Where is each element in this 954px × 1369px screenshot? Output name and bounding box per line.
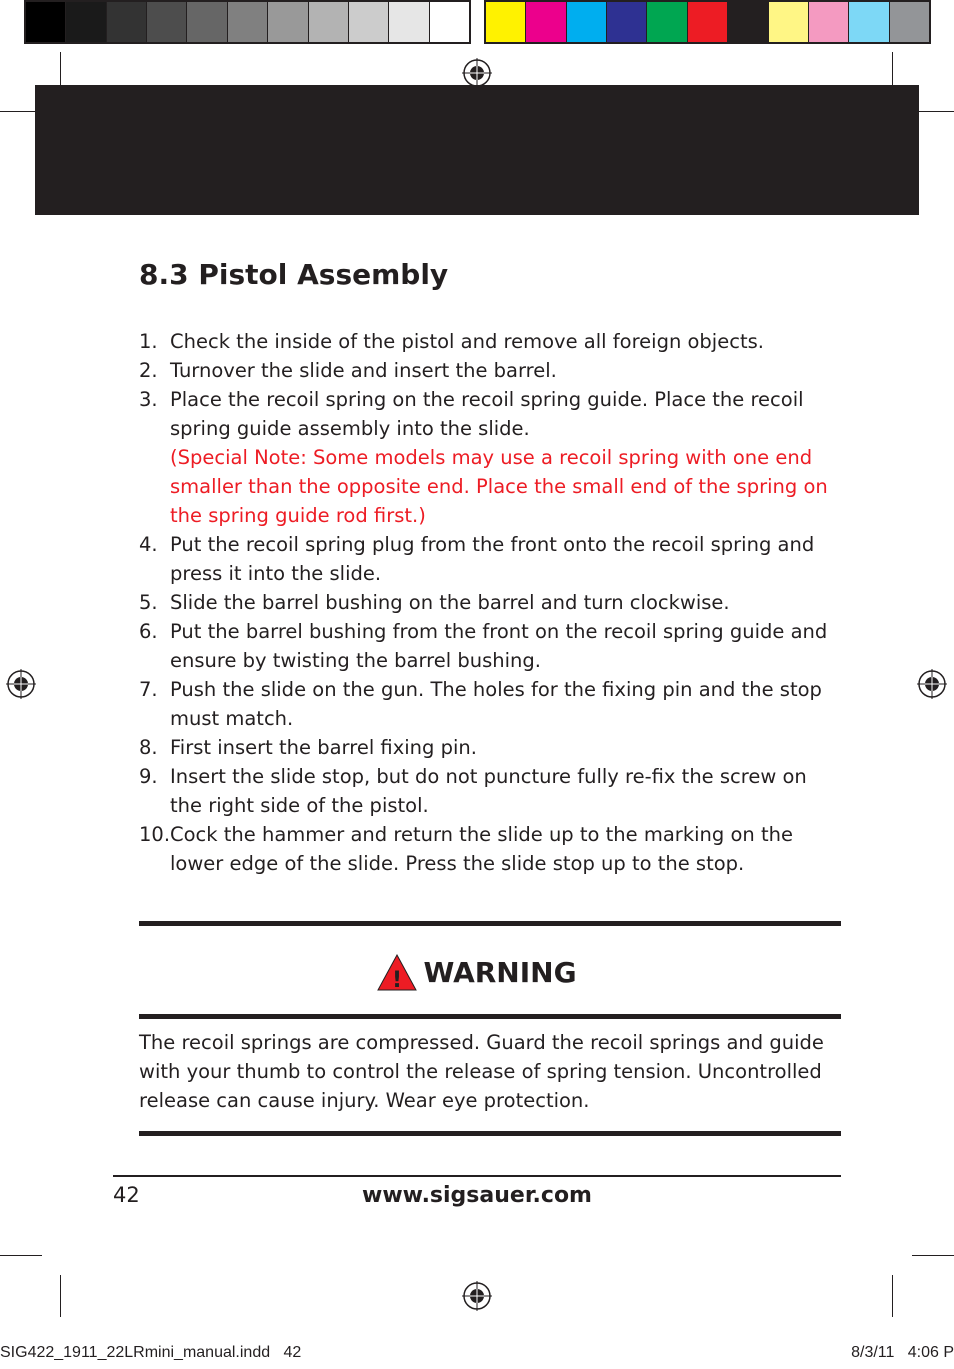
gray-swatch xyxy=(26,2,66,42)
slug-datetime: 8/3/11 4:06 P xyxy=(851,1344,954,1361)
step-text: Slide the barrel bushing on the barrel and turn clockwise. xyxy=(170,591,730,614)
gray-swatch xyxy=(430,2,469,42)
color-swatch xyxy=(607,2,647,42)
warning-middle-rule xyxy=(139,1014,841,1019)
gray-swatch xyxy=(309,2,349,42)
step-text: Put the barrel bushing from the front on the recoil spring guide and ensure by twisting the barrel bushing. xyxy=(170,620,828,672)
step-number: 4. xyxy=(139,533,158,556)
step-number: 3. xyxy=(139,388,158,411)
gray-swatch xyxy=(187,2,227,42)
color-swatch xyxy=(567,2,607,42)
registration-mark-icon xyxy=(6,669,36,699)
list-item xyxy=(139,530,841,588)
registration-mark-icon xyxy=(917,669,947,699)
list-item xyxy=(139,356,841,385)
color-swatch xyxy=(849,2,889,42)
step-text: Check the inside of the pistol and remove all foreign objects. xyxy=(170,330,764,353)
slug-filename: SIG422_1911_22LRmini_manual.indd 42 xyxy=(0,1344,302,1361)
warning-text: The recoil springs are compressed. Guard the recoil springs and guide with your thumb to control the release of spring tension. Uncontrolled release can cause injury. Wear eye protection. xyxy=(139,1031,824,1112)
color-swatch xyxy=(890,2,929,42)
step-number: 2. xyxy=(139,359,158,382)
step-text: Push the slide on the gun. The holes for the fixing pin and the stop must match. xyxy=(170,678,822,730)
step-text: Place the recoil spring on the recoil spring guide. Place the recoil spring guide assembly into the slide. xyxy=(170,388,804,440)
assembly-steps-list xyxy=(139,327,841,878)
step-text: Cock the hammer and return the slide up to the marking on the lower edge of the slide. Press the slide stop up to the stop. xyxy=(170,823,793,875)
gray-swatch xyxy=(107,2,147,42)
warning-top-rule xyxy=(139,921,841,926)
crop-mark xyxy=(912,1255,954,1256)
footer-url-link[interactable]: www.sigsauer.com xyxy=(362,1183,592,1208)
step-number: 10. xyxy=(139,823,171,846)
gray-swatch xyxy=(268,2,308,42)
page-number: 42 xyxy=(113,1183,140,1207)
grayscale-swatch-bar xyxy=(24,0,471,44)
warning-bottom-rule xyxy=(139,1131,841,1136)
color-swatch xyxy=(769,2,809,42)
list-item xyxy=(139,675,841,733)
list-item xyxy=(139,733,841,762)
gray-swatch xyxy=(389,2,429,42)
warning-icon-glyph: ! xyxy=(392,967,403,991)
list-item xyxy=(139,327,841,356)
step-number: 9. xyxy=(139,765,158,788)
gray-swatch xyxy=(66,2,106,42)
color-swatch xyxy=(647,2,687,42)
list-item xyxy=(139,820,841,878)
list-item xyxy=(139,588,841,617)
registration-mark-icon xyxy=(462,1281,492,1311)
step-text: Turnover the slide and insert the barrel. xyxy=(170,359,557,382)
step-number: 5. xyxy=(139,591,158,614)
warning-heading xyxy=(0,952,954,992)
header-band xyxy=(35,85,919,215)
step-number: 1. xyxy=(139,330,158,353)
section-title: 8.3 Pistol Assembly xyxy=(139,258,449,291)
warning-triangle-icon xyxy=(377,954,417,991)
step-note: (Special Note: Some models may use a recoil spring with one end smaller than the opposite end. Place the small end of the spring on the spring guide rod first.) xyxy=(170,446,828,527)
crop-mark xyxy=(60,1275,61,1317)
registration-mark-icon xyxy=(462,58,492,88)
list-item xyxy=(139,385,841,530)
list-item xyxy=(139,617,841,675)
gray-swatch xyxy=(349,2,389,42)
crop-mark xyxy=(892,1275,893,1317)
color-swatch xyxy=(688,2,728,42)
gray-swatch xyxy=(147,2,187,42)
step-text: Put the recoil spring plug from the front onto the recoil spring and press it into the slide. xyxy=(170,533,815,585)
color-swatch xyxy=(728,2,768,42)
color-swatch xyxy=(809,2,849,42)
step-number: 7. xyxy=(139,678,158,701)
footer-rule xyxy=(113,1175,841,1177)
step-number: 6. xyxy=(139,620,158,643)
gray-swatch xyxy=(228,2,268,42)
crop-mark xyxy=(0,1255,42,1256)
color-swatch xyxy=(486,2,526,42)
color-swatch xyxy=(526,2,566,42)
step-text: First insert the barrel fixing pin. xyxy=(170,736,477,759)
list-item xyxy=(139,762,841,820)
warning-label: WARNING xyxy=(423,955,577,989)
step-number: 8. xyxy=(139,736,158,759)
color-swatch-bar xyxy=(484,0,931,44)
step-text: Insert the slide stop, but do not puncture fully re-fix the screw on the right side of the pistol. xyxy=(170,765,807,817)
